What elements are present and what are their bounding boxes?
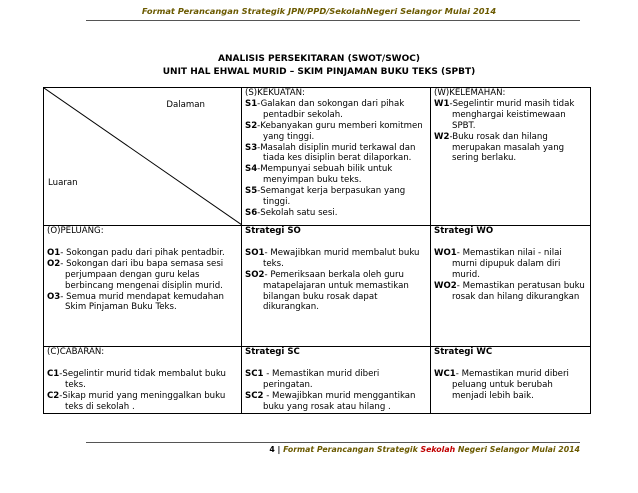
item-text: -Segelintir murid masih tidak menghargai keistimewaan SPBT. [449,98,575,131]
item-text: -Sekolah satu sesi. [257,207,338,218]
footer-highlight: Sekolah [420,445,456,454]
item-text: - Memastikan peratusan buku rosak dan hilang dikurangkan [452,280,585,302]
swot-table [43,87,591,414]
item-text: -Mempunyai sebuah bilik untuk menyimpan buku teks. [257,164,393,186]
strengths-heading: (S)KEKUATAN: [245,88,305,98]
document-title: ANALISIS PERSEKITARAN (SWOT/SWOC) [218,54,420,64]
item-text: - Mewajibkan murid menggantikan buku yang rosak atau hilang . [263,390,416,412]
document-subtitle: UNIT HAL EHWAL MURID – SKIM PINJAMAN BUKU TEKS (SPBT) [162,67,476,77]
footer-text-start: Format Perancangan Strategik [283,445,421,454]
item-text: -Kebanyakan guru memberi komitmen yang tinggi. [257,120,423,142]
item-text: - Memastikan nilai - nilai murni dipupuk dalam diri murid. [452,247,562,280]
item-code: S6 [245,207,258,218]
page-number: 4 [269,445,275,454]
table-row [44,88,591,226]
table-row [44,347,591,414]
list-item [245,186,427,208]
wo-strategy-cell [431,226,591,347]
header-rule [86,20,580,21]
item-code: SC1 [245,368,264,379]
table-row [44,226,591,347]
item-text: -Masalah disiplin murid terkawal dan tiada kes disiplin berat dilaporkan. [257,142,416,164]
footer-text-end: Negeri Selangor Mulai 2014 [455,445,580,454]
item-code: C1 [47,368,60,379]
item-code: W1 [434,98,450,109]
challenges-list [47,369,238,413]
item-text: - Memastikan murid diberi peringatan. [263,368,380,390]
wc-list [434,369,587,402]
list-item [434,369,587,402]
footer-separator: | [274,445,284,454]
diagonal-divider [44,88,242,225]
weaknesses-heading: (W)KELEMAHAN: [434,88,506,98]
item-text: - Semua murid mendapat kemudahan Skim Pinjaman Buku Teks. [60,291,224,313]
item-text: -Semangat kerja berpasukan yang tinggi. [257,186,406,208]
item-code: S5 [245,186,258,197]
so-strategy-cell [242,226,431,347]
list-item [245,143,427,165]
wo-list [434,248,587,303]
sc-heading: Strategi SC [245,347,300,357]
sc-list [245,369,427,413]
item-text: - Pemeriksaan berkala oleh guru matapelajaran untuk memastikan bilangan buku rosak dapat dikurangkan. [263,269,409,313]
list-item [47,259,238,292]
strengths-list [245,99,427,219]
item-code: C2 [47,390,60,401]
page-footer [269,445,580,454]
item-code: O2 [47,258,61,269]
internal-label: Dalaman [166,100,205,110]
strengths-cell [242,88,431,226]
running-header: Format Perancangan Strategik JPN/PPD/SekolahNegeri Selangor Mulai 2014 [141,6,497,16]
item-text: -Sikap murid yang meninggalkan buku teks di sekolah . [59,390,226,412]
item-code: SO1 [245,247,265,258]
list-item [245,99,427,121]
opportunities-cell [44,226,242,347]
weaknesses-cell [431,88,591,226]
list-item [47,292,238,314]
item-code: WO2 [434,280,457,291]
item-code: SC2 [245,390,264,401]
list-item [245,121,427,143]
item-code: O1 [47,247,61,258]
list-item [245,391,427,413]
item-code: WO1 [434,247,457,258]
list-item [47,369,238,391]
item-code: W2 [434,131,450,142]
item-text: -Buku rosak dan hilang merupakan masalah yang sering berlaku. [449,131,565,164]
item-code: S4 [245,164,258,175]
list-item [245,369,427,391]
list-item [245,164,427,186]
footer-rule [86,442,580,443]
list-item [47,391,238,413]
challenges-cell [44,347,242,414]
list-item [434,132,587,165]
item-text: - Sokongan dari ibu bapa semasa sesi perjumpaan dengan guru kelas berbincang mengenai disiplin murid. [60,258,224,291]
item-code: S2 [245,120,258,131]
item-text: - Memastikan murid diberi peluang untuk berubah menjadi lebih baik. [452,368,569,401]
weaknesses-list [434,99,587,164]
challenges-heading: (C)CABARAN: [47,347,105,357]
opportunities-heading: (O)PELUANG: [47,226,104,236]
wc-strategy-cell [431,347,591,414]
item-code: O3 [47,291,61,302]
item-text: -Segelintir murid tidak membalut buku teks. [59,368,226,390]
opportunities-list [47,248,238,313]
external-label: Luaran [48,178,78,189]
item-code: S1 [245,98,258,109]
list-item [245,248,427,270]
sc-strategy-cell [242,347,431,414]
item-code: WC1 [434,368,456,379]
list-item [245,270,427,314]
list-item [47,248,238,259]
list-item [434,281,587,303]
list-item [245,208,427,219]
list-item [434,248,587,281]
item-code: SO2 [245,269,265,280]
so-list [245,248,427,313]
list-item [434,99,587,132]
corner-cell [44,88,242,226]
item-text: -Galakan dan sokongan dari pihak pentadbir sekolah. [257,98,405,120]
item-code: S3 [245,142,258,153]
wo-heading: Strategi WO [434,226,494,236]
wc-heading: Strategi WC [434,347,493,357]
item-text: - Sokongan padu dari pihak pentadbir. [60,247,225,258]
item-text: - Mewajibkan murid membalut buku teks. [263,247,420,269]
so-heading: Strategi SO [245,226,301,236]
